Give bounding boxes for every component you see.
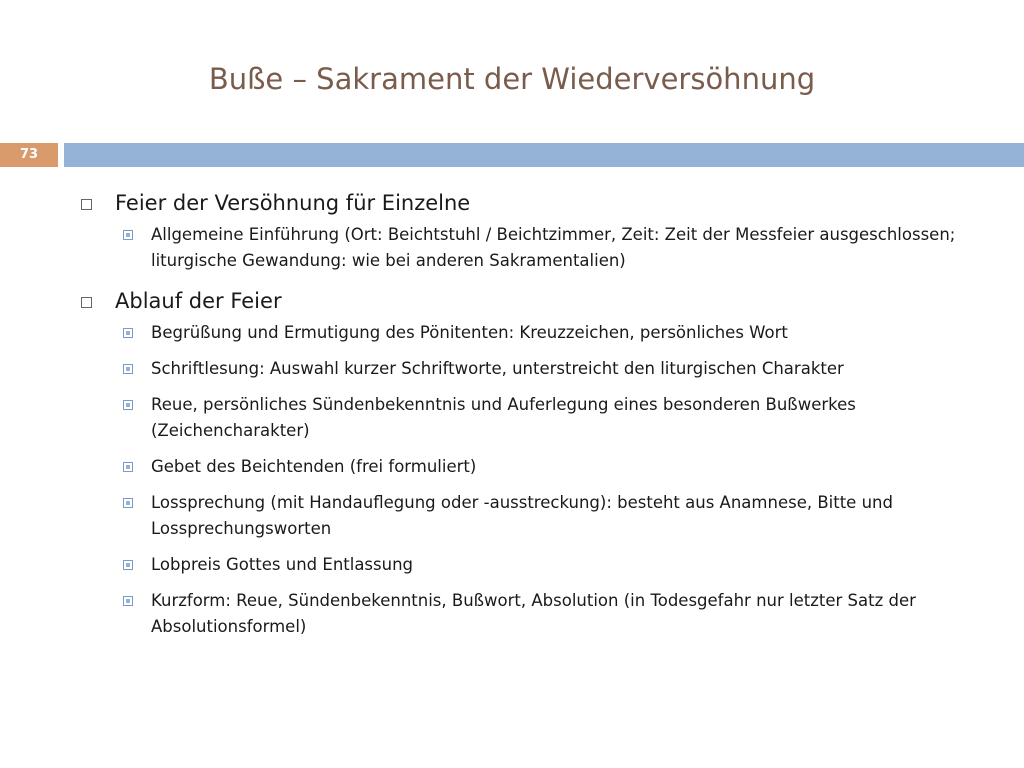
square-bullet-icon bbox=[123, 230, 133, 240]
list-item bbox=[120, 490, 978, 542]
section-heading-einzelne bbox=[78, 188, 978, 218]
square-bullet-icon bbox=[123, 462, 133, 472]
square-bullet-icon bbox=[123, 328, 133, 338]
section-heading-text: Feier der Versöhnung für Einzelne bbox=[115, 191, 471, 215]
section-heading-text: Ablauf der Feier bbox=[115, 289, 282, 313]
list-item bbox=[120, 454, 978, 480]
square-bullet-icon bbox=[123, 498, 133, 508]
slide-title: Buße – Sakrament der Wiederversöhnung bbox=[208, 62, 816, 96]
list-item bbox=[120, 356, 978, 382]
list-item-text: Kurzform: Reue, Sündenbekenntnis, Bußwort, Absolution (in Todesgefahr nur letzter Satz der Absolutionsformel) bbox=[151, 591, 916, 636]
hollow-square-bullet-icon bbox=[81, 297, 92, 308]
list-item-text: Begrüßung und Ermutigung des Pönitenten: Kreuzzeichen, persönliches Wort bbox=[151, 323, 788, 342]
square-bullet-icon bbox=[123, 596, 133, 606]
list-item-text: Gebet des Beichtenden (frei formuliert) bbox=[151, 457, 477, 476]
section-items-ablauf bbox=[78, 320, 978, 640]
section-items-einzelne bbox=[78, 222, 978, 274]
square-bullet-icon bbox=[123, 400, 133, 410]
section-heading-ablauf bbox=[78, 286, 978, 316]
list-item bbox=[120, 320, 978, 346]
list-item-text: Lossprechung (mit Handauflegung oder -ausstreckung): besteht aus Anamnese, Bitte und Lossprechungsworten bbox=[151, 493, 893, 538]
list-item bbox=[120, 392, 978, 444]
list-item-text: Schriftlesung: Auswahl kurzer Schriftworte, unterstreicht den liturgischen Charakter bbox=[151, 359, 844, 378]
list-item-text: Allgemeine Einführung (Ort: Beichtstuhl / Beichtzimmer, Zeit: Zeit der Messfeier ausgeschlossen; liturgische Gewandung: wie bei anderen Sakramentalien) bbox=[151, 225, 956, 270]
list-item-text: Reue, persönliches Sündenbekenntnis und Auferlegung eines besonderen Bußwerkes (Zeichencharakter) bbox=[151, 395, 856, 440]
list-item bbox=[120, 588, 978, 640]
list-item bbox=[120, 222, 978, 274]
square-bullet-icon bbox=[123, 560, 133, 570]
square-bullet-icon bbox=[123, 364, 133, 374]
page-number-badge: 73 bbox=[0, 143, 58, 167]
list-item bbox=[120, 552, 978, 578]
header-bar bbox=[64, 143, 1024, 167]
slide-content bbox=[78, 188, 978, 652]
hollow-square-bullet-icon bbox=[81, 199, 92, 210]
list-item-text: Lobpreis Gottes und Entlassung bbox=[151, 555, 414, 574]
